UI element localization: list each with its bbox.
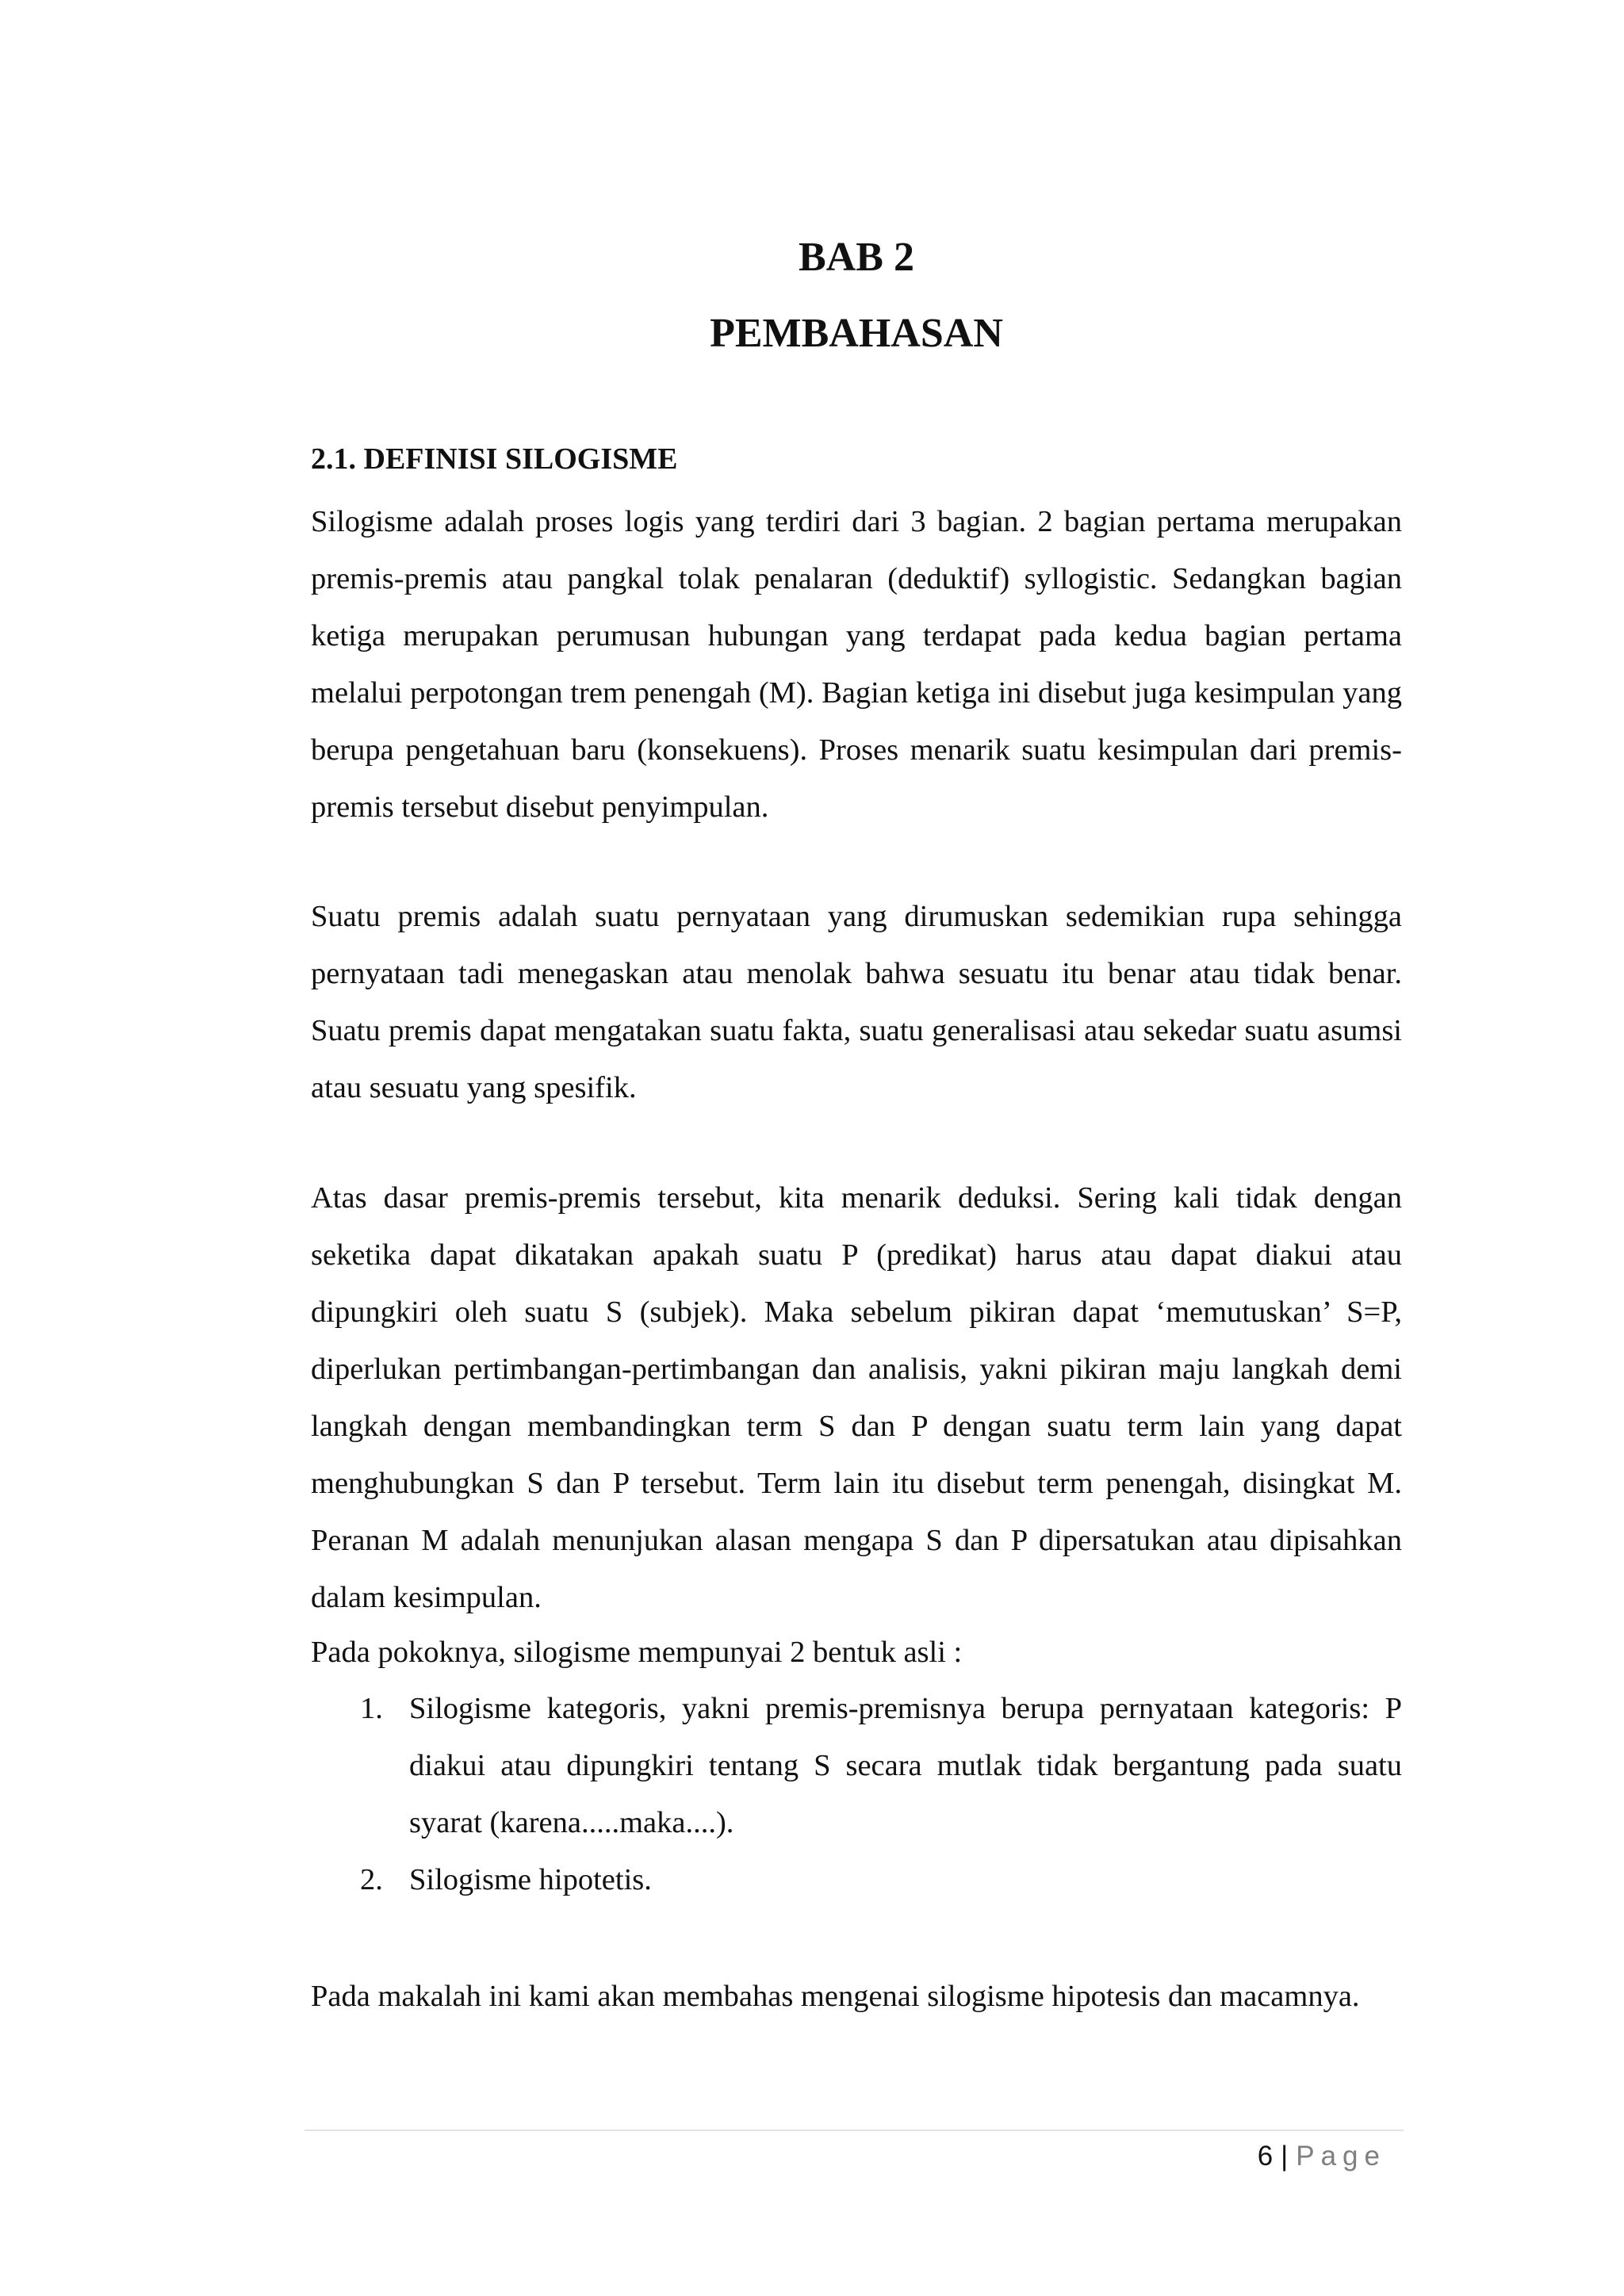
list-item <box>311 1851 1402 1908</box>
paragraph-definition: Silogisme adalah proses logis yang terdiri dari 3 bagian. 2 bagian pertama merupakan premis-premis atau pangkal tolak penalaran (deduktif) syllogistic. Sedangkan bagian ketiga merupakan perumusan hubungan yang terdapat pada kedua bagian pertama melalui perpotongan trem penengah (M). Bagian ketiga ini disebut juga kesimpulan yang berupa pengetahuan baru (konsekuens). Proses menarik suatu kesimpulan dari premis-premis tersebut disebut penyimpulan. <box>311 505 1402 824</box>
section-heading: 2.1. DEFINISI SILOGISME <box>311 442 678 476</box>
list-item-number: 1. <box>360 1692 383 1725</box>
list-item-number: 2. <box>360 1863 383 1896</box>
page-label: Page <box>1296 2141 1386 2172</box>
list-item <box>311 1680 1402 1851</box>
footer-separator: | <box>1281 2141 1289 2172</box>
syllogism-forms-list <box>311 1680 1402 1908</box>
paragraph-deduction: Atas dasar premis-premis tersebut, kita menarik deduksi. Sering kali tidak dengan seketika dapat dikatakan apakah suatu P (predikat) harus atau dapat diakui atau dipungkiri oleh suatu S (subjek). Maka sebelum pikiran dapat ‘memutuskan’ S=P, diperlukan pertimbangan-pertimbangan dan analisis, yakni pikiran maju langkah demi langkah dengan membandingkan term S dan P dengan suatu term lain yang dapat menghubungkan S dan P tersebut. Term lain itu disebut term penengah, disingkat M. Peranan M adalah menunjukan alasan mengapa S dan P dipersatukan atau dipisahkan dalam kesimpulan. <box>311 1181 1402 1614</box>
document-page <box>311 0 1402 2296</box>
list-item-text: Silogisme hipotetis. <box>409 1863 652 1896</box>
paragraph-premise: Suatu premis adalah suatu pernyataan yang dirumuskan sedemikian rupa sehingga pernyataan tadi menegaskan atau menolak bahwa sesuatu itu benar atau tidak benar. Suatu premis dapat mengatakan suatu fakta, suatu generalisasi atau sekedar suatu asumsi atau sesuatu yang spesifik. <box>311 900 1402 1104</box>
chapter-number: BAB 2 <box>799 235 914 280</box>
footer-divider <box>304 2130 1404 2131</box>
list-item-text: Silogisme kategoris, yakni premis-premisnya berupa pernyataan kategoris: P diakui atau dipungkiri tentang S secara mutlak tidak bergantung pada suatu syarat (karena.....maka....). <box>409 1692 1402 1839</box>
chapter-title: PEMBAHASAN <box>710 311 1003 356</box>
page-number: 6 <box>1257 2141 1274 2172</box>
paragraph-forms-intro: Pada pokoknya, silogisme mempunyai 2 bentuk asli : <box>311 1636 963 1669</box>
page-footer <box>1258 2137 1386 2176</box>
paragraph-closing: Pada makalah ini kami akan membahas mengenai silogisme hipotesis dan macamnya. <box>311 1980 1360 2013</box>
